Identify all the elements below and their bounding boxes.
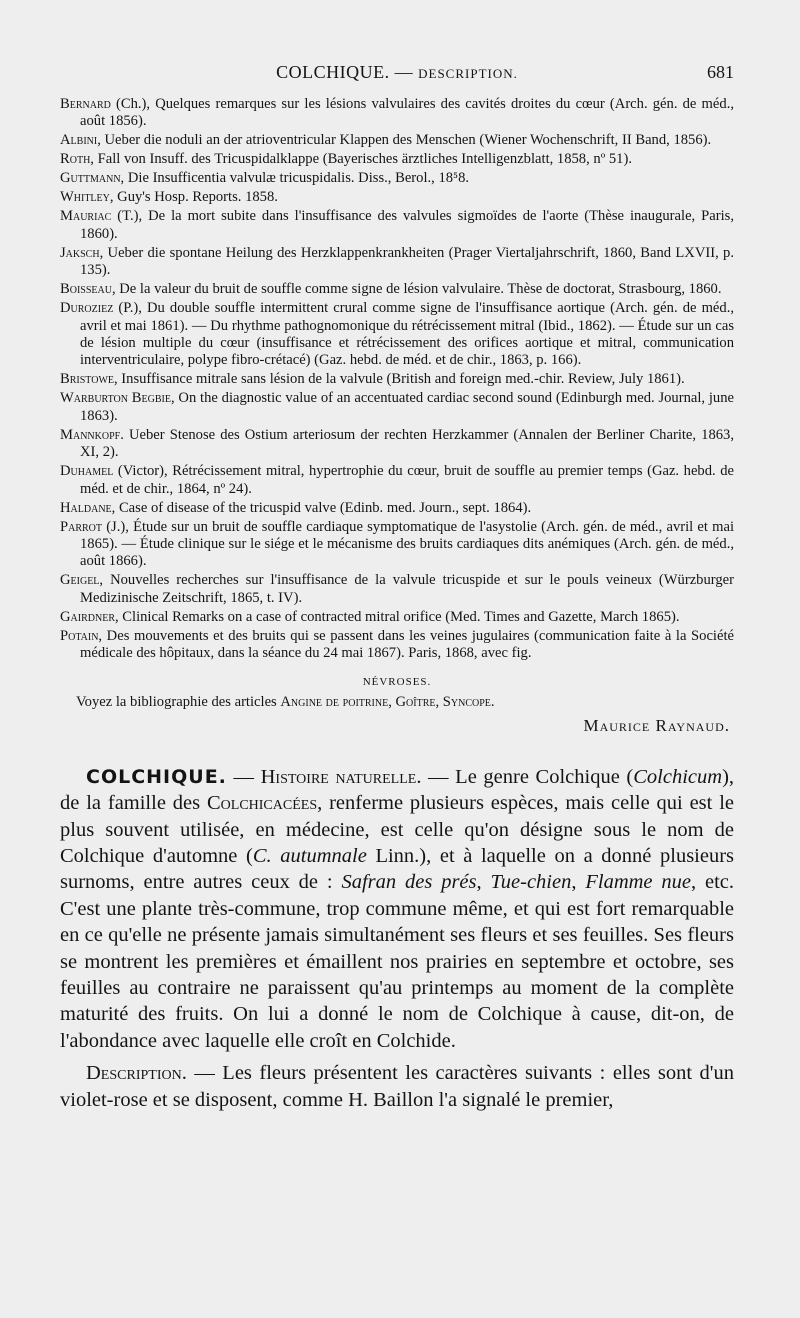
- reference-entry: [60, 281, 734, 298]
- running-title-sub: DESCRIPTION.: [418, 66, 518, 81]
- family-name: Colchicacées: [206, 792, 318, 815]
- reference-entry: [60, 390, 734, 425]
- article-colchique: [60, 764, 734, 1113]
- reference-text: . Ueber Stenose des Ostium arteriosum der rechten Herzkammer (Annalen der Berliner Charite, 1863, XI, 2).: [80, 426, 734, 461]
- reference-entry: [60, 132, 734, 149]
- reference-author: Mannkopf: [60, 426, 121, 443]
- text-run: — Les fleurs présentent les caractères suivants : elles sont d'un violet-rose et se disposent, comme H. Baillon l'a signalé le premier,: [60, 1062, 734, 1111]
- reference-text: , Nouvelles recherches sur l'insuffisance de la valvule tricuspide et sur le pouls veineux (Würzburger Medizinische Zeitschrift, 1865, t. IV).: [80, 572, 734, 606]
- text-run: , renferme plusieurs espèces, mais celle qui est le plus souvent utilisée, en médecine, est celle qu'on désigne sous le nom de Colchique d'automne (: [60, 792, 735, 867]
- bibliography-list: [60, 96, 734, 663]
- reference-author: Geigel: [60, 572, 100, 589]
- common-name: Flamme nue: [585, 871, 691, 894]
- reference-entry: [60, 572, 734, 607]
- reference-text: , Case of disease of the tricuspid valve (Edinb. med. Journ., sept. 1864).: [111, 499, 532, 516]
- reference-author: Mauriac: [60, 208, 112, 225]
- reference-author: Warburton Begbie: [60, 390, 171, 407]
- running-title-main: COLCHIQUE. —: [276, 62, 414, 82]
- subsection-label-description: Description.: [86, 1062, 187, 1085]
- reference-text: , De la valeur du bruit de souffle comme signe de lésion valvulaire. Thèse de doctorat, Strasbourg, 1860.: [111, 281, 722, 298]
- reference-entry: [60, 300, 734, 370]
- reference-entry: [60, 371, 734, 388]
- reference-author: Parrot: [60, 518, 103, 535]
- reference-text: , Ueber die spontane Heilung des Herzklappenkrankheiten (Prager Viertaljahrschrift, 1860, Band LXVII, p. 135).: [80, 244, 734, 279]
- see-also-prefix: Voyez la bibliographie des articles: [76, 693, 281, 710]
- article-headword: COLCHIQUE.: [86, 765, 227, 788]
- reference-entry: [60, 519, 734, 571]
- common-name: Safran des prés: [341, 871, 477, 894]
- reference-author: Duroziez: [60, 300, 114, 317]
- reference-author: Guttmann: [60, 170, 121, 187]
- reference-entry: [60, 96, 734, 131]
- reference-entry: [60, 245, 734, 280]
- text-run: , etc. C'est une plante très-commune, trop commune même, et qui est fort remarquable en ce qu'elle ne présente jamais simultanément ses fleurs et ses feuilles. Ses fleurs se montrent les premières et émaillent nos prairies en septembre et octobre, ses feuilles au contraire ne paraissent qu'au printemps au moment de la complète maturité des fruits. On lui a donné le nom de Colchique à cause, dit-on, de l'abondance avec laquelle elle croît en Colchide.: [60, 871, 735, 1052]
- reference-text: (Ch.), Quelques remarques sur les lésions valvulaires des cavités droites du cœur (Arch. gén. de méd., août 1856).: [80, 96, 734, 130]
- reference-text: , Fall von Insuff. des Tricuspidalklappe (Bayerisches ärztliches Intelligenzblatt, 1858, nº 51).: [90, 151, 632, 168]
- reference-author: Potain: [60, 627, 99, 644]
- reference-author: Jaksch: [60, 244, 100, 261]
- subsection-label-histoire: — Histoire naturelle.: [226, 765, 422, 788]
- reference-author: Boisseau: [60, 281, 112, 298]
- running-header: [60, 62, 734, 96]
- reference-text: (Victor), Rétrécissement mitral, hypertrophie du cœur, bruit de souffle au premier temps (Gaz. hebd. de méd. et de chir., 1864, nº 24).: [80, 463, 734, 497]
- reference-text: , Insuffisance mitrale sans lésion de la valvule (British and foreign med.-chir. Review, July 1861).: [114, 371, 685, 388]
- reference-entry: [60, 500, 734, 517]
- reference-text: , Clinical Remarks on a case of contracted mitral orifice (Med. Times and Gazette, March 1865).: [114, 608, 680, 625]
- reference-entry: [60, 463, 734, 498]
- see-also-note: [60, 693, 734, 711]
- reference-text: , On the diagnostic value of an accentuated cardiac second sound (Edinburgh med. Journal, june 1863).: [80, 390, 734, 424]
- reference-entry: [60, 609, 734, 626]
- reference-entry: [60, 170, 734, 187]
- page-number: 681: [707, 62, 734, 82]
- reference-text: , Guy's Hosp. Reports. 1858.: [109, 189, 278, 206]
- running-title: [60, 62, 734, 83]
- text-run: ,: [476, 871, 491, 894]
- author-signature: Maurice Raynaud.: [583, 715, 730, 735]
- reference-entry: [60, 427, 734, 462]
- reference-author: Roth: [60, 151, 91, 168]
- text-run: ), de la famille des: [60, 765, 735, 815]
- reference-author: Whitley: [60, 189, 110, 206]
- reference-entry: [60, 628, 734, 663]
- reference-entry: [60, 189, 734, 206]
- reference-author: Haldane: [60, 499, 112, 516]
- reference-entry: [60, 208, 734, 243]
- reference-text: (J.), Étude sur un bruit de souffle cardiaque symptomatique de l'asystolie (Arch. gén. de méd., avril et mai 1865). — Étude clinique sur le siége et le mécanisme des bruits cardiaques dits anémiques (Arch. gén. de méd., août 1866).: [80, 518, 734, 570]
- see-also-items: Angine de poitrine, Goître, Syncope.: [280, 693, 495, 710]
- section-heading-nevroses: NÉVROSES.: [362, 675, 432, 688]
- reference-author: Gairdner: [60, 608, 115, 625]
- article-paragraph-2: [60, 1060, 734, 1113]
- genus-name: Colchicum: [633, 765, 723, 788]
- reference-author: Duhamel: [60, 463, 114, 480]
- reference-entry: [60, 151, 734, 168]
- species-name: C. autumnale: [252, 844, 367, 867]
- text-run: Linn.), et à laquelle on a donné plusieurs surnoms, entre autres ceux de :: [60, 844, 735, 894]
- text-run: — Le genre Colchique (: [421, 765, 634, 788]
- reference-text: , Die Insufficentia valvulæ tricuspidalis. Diss., Berol., 18⁵8.: [120, 170, 470, 187]
- reference-text: , Des mouvements et des bruits qui se passent dans les veines jugulaires (communication faite à la Société médicale des hôpitaux, dans la séance du 24 mai 1867). Paris, 1868, avec fig.: [80, 627, 734, 662]
- reference-author: Albini: [60, 132, 98, 149]
- common-name: Tue-chien: [490, 871, 572, 894]
- reference-author: Bernard: [60, 96, 111, 112]
- article-paragraph-1: [60, 764, 734, 1054]
- text-run: ,: [571, 871, 586, 894]
- reference-author: Bristowe: [60, 371, 114, 388]
- reference-text: (T.), De la mort subite dans l'insuffisance des valvules sigmoïdes de l'aorte (Thèse inaugurale, Paris, 1860).: [80, 208, 734, 242]
- reference-text: (P.), Du double souffle intermittent crural comme signe de l'insuffisance aortique (Arch. gén. de méd., avril et mai 1861). — Du rhythme pathognomonique du rétrécissement mitral (Ibid., 1862). — Étude sur un cas de lésion multiple du cœur (insuffisance et rétrécissement des orifices aortique et mitral, communication interventriculaire, polype fibro-crétacé) (Gaz. hebd. de méd. et de chir., 1863, p. 166).: [80, 300, 734, 369]
- reference-text: , Ueber die noduli an der atrioventricular Klappen des Menschen (Wiener Wochenschrift, II Band, 1856).: [97, 132, 712, 149]
